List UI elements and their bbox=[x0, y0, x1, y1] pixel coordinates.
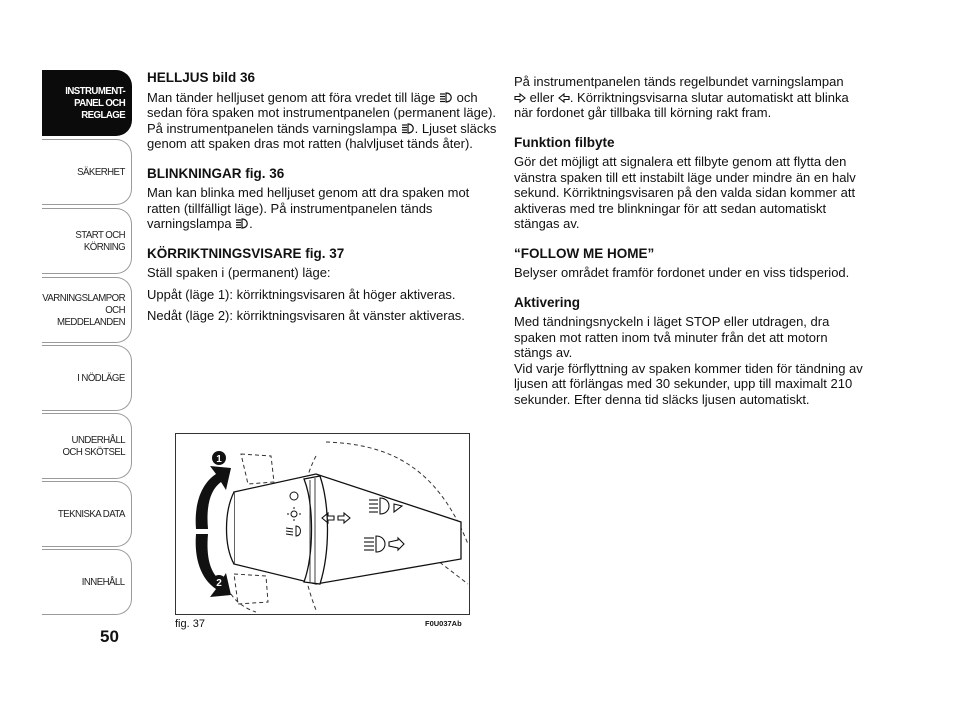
stalk-illustration bbox=[176, 434, 471, 616]
chapter-tabs bbox=[0, 0, 140, 709]
tab-innehall[interactable] bbox=[42, 549, 132, 615]
tab-label: TEKNISKA DATA bbox=[57, 508, 125, 520]
down-arrow bbox=[196, 534, 231, 597]
left-column bbox=[147, 70, 497, 338]
tab-label: I NÖDLÄGE bbox=[77, 372, 125, 384]
follow-paragraph: Belyser området framför fordonet under en viss tidsperiod. bbox=[514, 265, 850, 280]
tab-sakerhet[interactable] bbox=[42, 139, 132, 205]
high-beam-icon bbox=[401, 123, 415, 134]
helljus-paragraph: Man tänder helljuset genom att föra vredet till läge och sedan föra spaken mot instrumentpanelen (permanent läge). På instrumentpanelen tänds varningslampa . Ljuset släcks genom att spaken dras mot ratten (halvljuset tänds åter). bbox=[147, 89, 497, 151]
marker-2: 2 bbox=[216, 578, 222, 589]
tab-start-och-korning[interactable] bbox=[42, 208, 132, 274]
tab-label: INSTRUMENT- PANEL OCH REGLAGE bbox=[65, 85, 125, 121]
tab-label: INNEHÅLL bbox=[82, 576, 125, 588]
up-arrow bbox=[196, 466, 231, 529]
arrow-left-icon bbox=[558, 93, 570, 103]
filbyte-paragraph: Gör det möjligt att signalera ett filbyte genom att flytta den vänstra spaken till ett instabilt läge under mindre än en halv sekund. Körriktningsvisaren på den valda sidan kommer att aktiveras med tre blinkningar för att sedan automatiskt stängas av. bbox=[514, 154, 856, 231]
korr-paragraph-2: Uppåt (läge 1): körriktningsvisaren åt höger aktiveras. bbox=[147, 286, 456, 302]
tab-label: SÄKERHET bbox=[77, 166, 125, 178]
figure-37 bbox=[175, 433, 470, 615]
tab-label: UNDERHÅLL OCH SKÖTSEL bbox=[62, 434, 125, 458]
arrow-right-icon bbox=[514, 93, 526, 103]
right-column bbox=[514, 74, 866, 421]
figure-code: F0U037Ab bbox=[425, 619, 462, 628]
section-title-blinkningar: BLINKNINGAR fig. 36 bbox=[147, 165, 285, 181]
tab-underhall[interactable] bbox=[42, 413, 132, 479]
marker-1: 1 bbox=[216, 454, 222, 465]
korr-paragraph-3: Nedåt (läge 2): körriktningsvisaren åt vänster aktiveras. bbox=[147, 308, 465, 323]
tab-varningslampor[interactable] bbox=[42, 277, 132, 343]
indicator-paragraph: På instrumentpanelen tänds regelbundet varningslampan eller . Körriktningsvisarna slutar automatiskt att blinka när fordonet går tillbaka till körning rakt fram. bbox=[514, 74, 849, 120]
aktivering-paragraph-1: Med tändningsnyckeln i läget STOP eller utdragen, dra spaken mot ratten inom två minuter från det att motorn stängs av. bbox=[514, 314, 830, 360]
korr-paragraph-1: Ställ spaken i (permanent) läge: bbox=[147, 265, 331, 280]
section-title-filbyte: Funktion filbyte bbox=[514, 134, 615, 150]
section-title-helljus: HELLJUS bild 36 bbox=[147, 70, 256, 85]
section-title-korriktningsvisare: KÖRRIKTNINGSVISARE fig. 37 bbox=[147, 245, 345, 261]
tab-tekniska-data[interactable] bbox=[42, 481, 132, 547]
section-title-aktivering: Aktivering bbox=[514, 294, 581, 310]
high-beam-icon bbox=[439, 92, 453, 103]
section-title-follow-me-home: “FOLLOW ME HOME” bbox=[514, 245, 655, 261]
page-number: 50 bbox=[100, 627, 119, 646]
high-beam-icon bbox=[235, 218, 249, 229]
tab-label: START OCH KÖRNING bbox=[75, 229, 125, 253]
blink-paragraph: Man kan blinka med helljuset genom att dra spaken mot ratten (tillfälligt läge). På instrumentpanelen tänds varningslampa . bbox=[147, 185, 470, 231]
tab-instrumentpanel[interactable] bbox=[42, 70, 132, 136]
tab-i-nodlage[interactable] bbox=[42, 345, 132, 411]
tab-label: VARNINGSLAMPOR OCH MEDDELANDEN bbox=[42, 292, 125, 328]
aktivering-paragraph-2: Vid varje förflyttning av spaken kommer tiden för tändning av ljusen att förlängas med 30 sekunder, upp till maximalt 210 sekunder. Efter denna tid släcks ljusen automatiskt. bbox=[514, 360, 863, 407]
figure-caption: fig. 37 bbox=[175, 618, 205, 630]
